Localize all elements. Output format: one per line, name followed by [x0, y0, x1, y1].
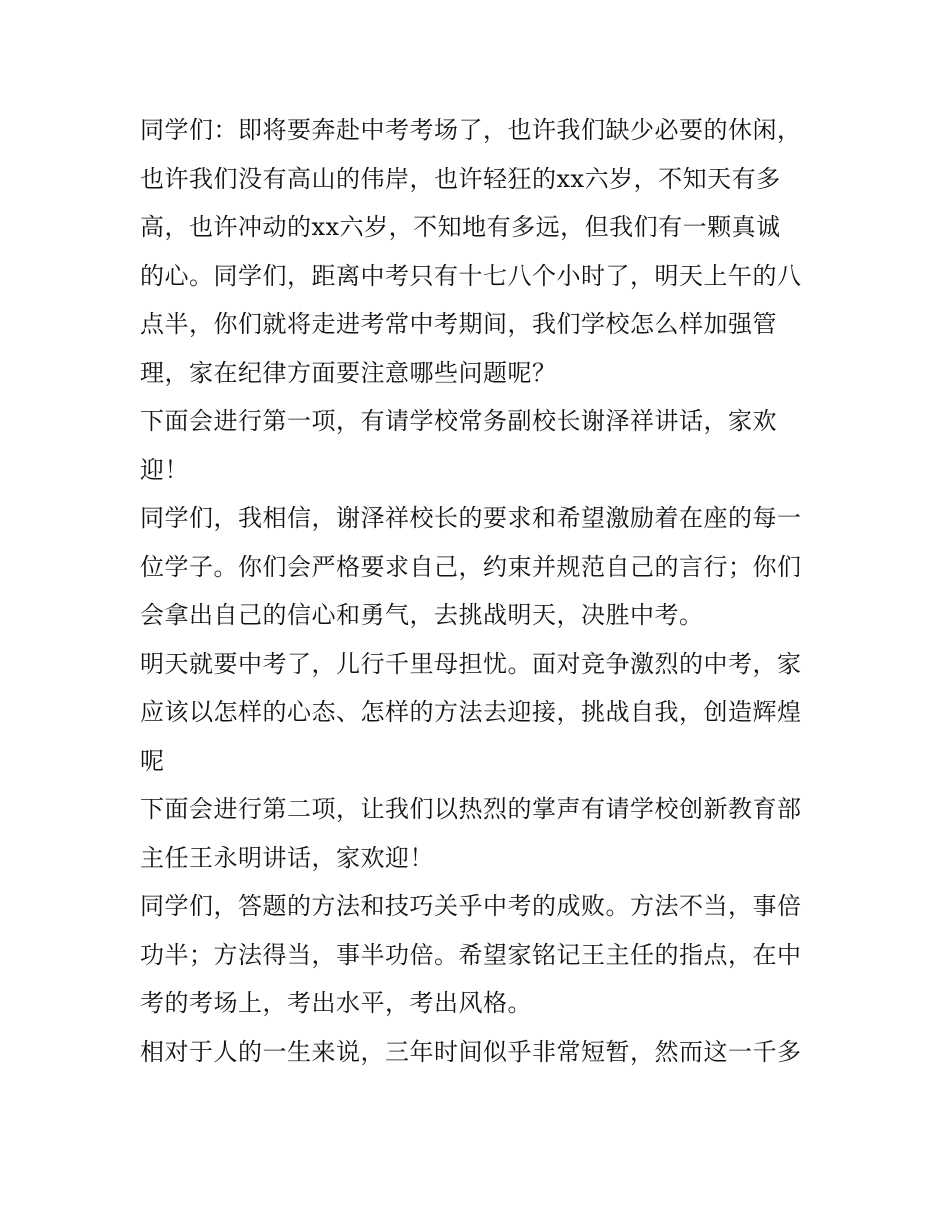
text-line: 下面会进行第一项，有请学校常务副校长谢泽祥讲话，家欢 [140, 407, 777, 435]
text-line: 迎！ [140, 455, 189, 484]
text-line: 下面会进行第二项，让我们以热烈的掌声有请学校创新教育部 [140, 795, 802, 823]
document-body [140, 106, 820, 1076]
text-line: 相对于人的一生来说，三年时间似乎非常短暂，然而这一千多 [140, 1037, 802, 1066]
text-line: 明天就要中考了，儿行千里母担忧。面对竞争激烈的中考，家 [140, 649, 802, 678]
text-line: 功半；方法得当，事半功倍。希望家铭记王主任的指点，在中 [140, 940, 802, 969]
text-line: 位学子。你们会严格要求自己，约束并规范自己的言行；你们 [140, 552, 802, 581]
text-line: 同学们，我相信，谢泽祥校长的要求和希望激励着在座的每一 [140, 504, 802, 532]
text-line: 主任王永明讲话，家欢迎！ [140, 843, 434, 872]
text-line: 会拿出自己的信心和勇气，去挑战明天，决胜中考。 [140, 601, 704, 629]
text-line: 点半，你们就将走进考常中考期间，我们学校怎么样加强管 [140, 310, 777, 338]
text-line: 理，家在纪律方面要注意哪些问题呢？ [140, 358, 557, 387]
text-line: 应该以怎样的心态、怎样的方法去迎接，挑战自我，创造辉煌 [140, 698, 802, 726]
text-line: 考的考场上，考出水平，考出风格。 [140, 989, 532, 1017]
text-line: 的心。同学们，距离中考只有十七八个小时了，明天上午的八 [140, 261, 802, 290]
text-line: 高，也许冲动的xx六岁，不知地有多远，但我们有一颗真诚 [140, 213, 781, 241]
text-line: 呢 [140, 746, 165, 775]
text-line: 也许我们没有高山的伟岸，也许轻狂的xx六岁，不知天有多 [140, 164, 781, 193]
text-line: 同学们，答题的方法和技巧关乎中考的成败。方法不当，事倍 [140, 892, 802, 920]
text-line: 同学们：即将要奔赴中考考场了，也许我们缺少必要的休闲， [140, 116, 802, 144]
